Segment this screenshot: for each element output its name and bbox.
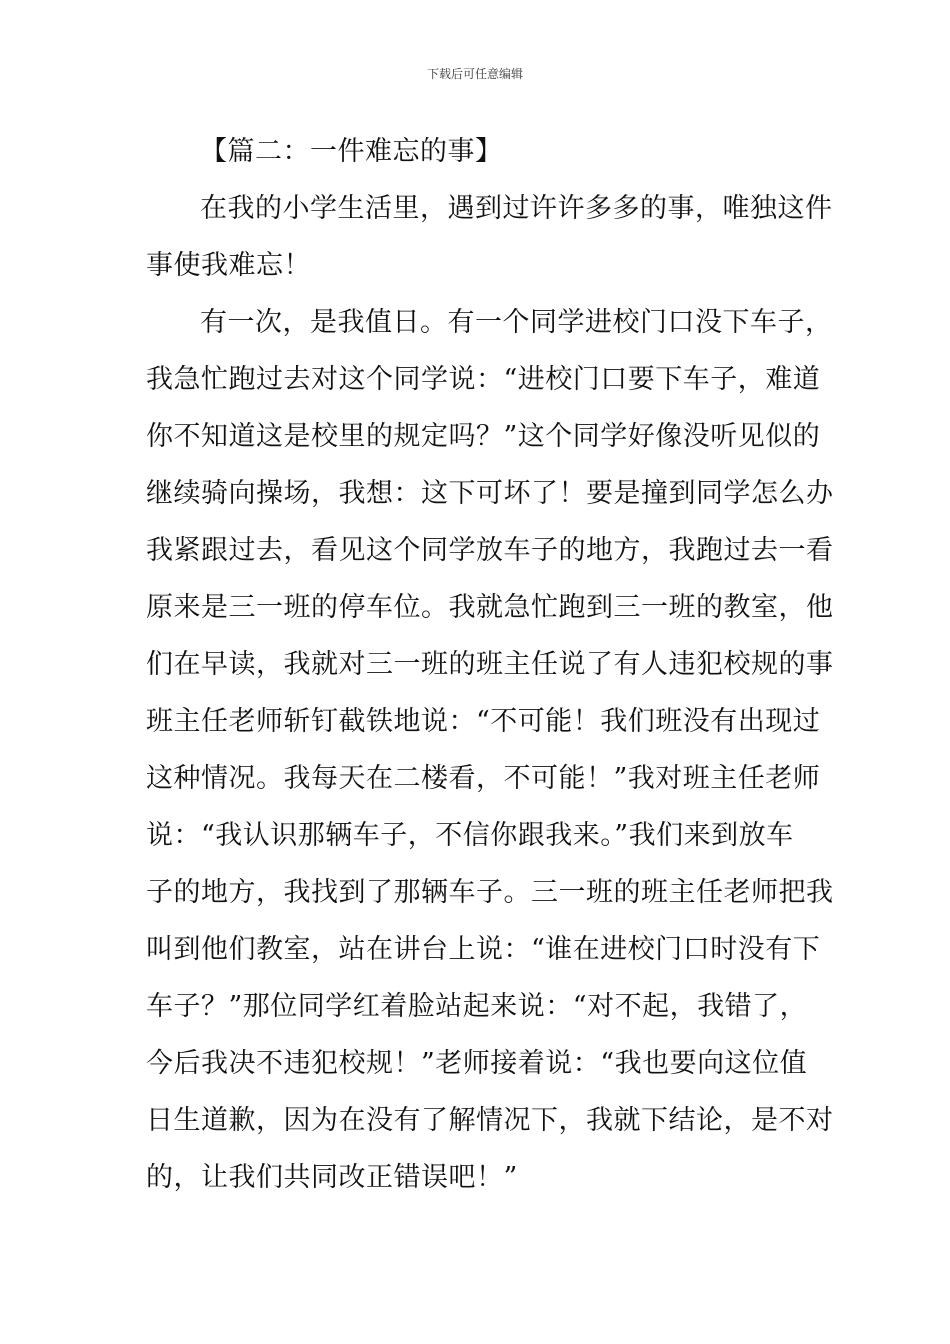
paragraph-line: 继续骑向操场，我想：这下可坏了！要是撞到同学怎么办 [146,478,834,509]
paragraph-line: 这种情况。我每天在二楼看，不可能！”我对班主任老师 [146,763,821,794]
paragraph-line: 叫到他们教室，站在讲台上说：“谁在进校门口时没有下 [146,934,821,965]
paragraph-line: 我紧跟过去，看见这个同学放车子的地方，我跑过去一看 [146,535,834,566]
paragraph-line: 有一次，是我值日。有一个同学进校门口没下车子， [200,307,833,338]
paragraph-line: 我急忙跑过去对这个同学说：“进校门口要下车子，难道 [146,364,821,395]
paragraph-line: 今后我决不违犯校规！”老师接着说：“我也要向这位值 [146,1048,808,1079]
paragraph-line: 的，让我们共同改正错误吧！” [146,1162,518,1193]
paragraph-line: 子的地方，我找到了那辆车子。三一班的班主任老师把我 [146,877,834,908]
paragraph-line: 原来是三一班的停车位。我就急忙跑到三一班的教室，他 [146,592,834,623]
paragraph-line: 你不知道这是校里的规定吗？”这个同学好像没听见似的 [146,421,821,452]
paragraph-line: 说：“我认识那辆车子，不信你跟我来。”我们来到放车 [146,820,794,851]
paragraph-line: 车子？”那位同学红着脸站起来说：“对不起，我错了， [146,991,808,1022]
paragraph-line: 日生道歉，因为在没有了解情况下，我就下结论，是不对 [146,1105,834,1136]
paragraph-line: 班主任老师斩钉截铁地说：“不可能！我们班没有出现过 [146,706,821,737]
paragraph-line: 们在早读，我就对三一班的班主任说了有人违犯校规的事 [146,649,834,680]
page-header: 下载后可任意编辑 [426,67,523,81]
paragraph-line: 在我的小学生活里，遇到过许许多多的事，唯独这件 [200,193,833,224]
section-title: 【篇二：一件难忘的事】 [200,136,503,167]
paragraph-line: 事使我难忘！ [146,250,311,281]
